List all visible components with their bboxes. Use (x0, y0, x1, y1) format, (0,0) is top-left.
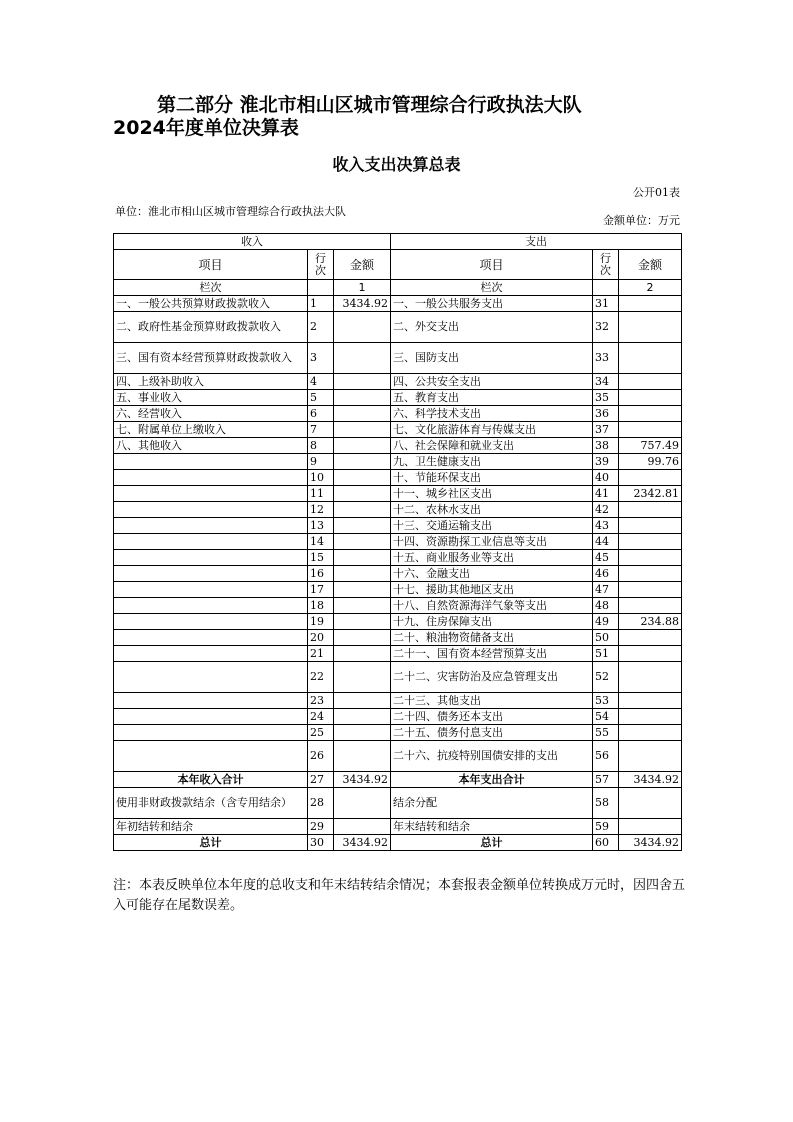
table-row (114, 819, 682, 835)
income-item-cell (114, 741, 308, 772)
expense-amount-cell: 234.88 (619, 614, 682, 630)
expense-item-header: 项目 (391, 250, 593, 280)
expense-amount-header: 金额 (619, 250, 682, 280)
income-line-cell: 8 (308, 438, 334, 454)
income-line-cell: 14 (308, 534, 334, 550)
expense-item-cell: 九、卫生健康支出 (391, 454, 593, 470)
income-line-cell: 1 (308, 296, 334, 312)
income-line-cell: 4 (308, 374, 334, 390)
expense-amount-cell: 2342.81 (619, 486, 682, 502)
expense-amount-cell (619, 693, 682, 709)
income-amount-cell (334, 374, 391, 390)
income-amount-cell (334, 312, 391, 343)
table-row (114, 630, 682, 646)
expense-item-cell: 十、节能环保支出 (391, 470, 593, 486)
income-line-cell: 12 (308, 502, 334, 518)
table-row (114, 296, 682, 312)
income-line-cell: 20 (308, 630, 334, 646)
expense-item-cell: 二、外交支出 (391, 312, 593, 343)
table-row (114, 598, 682, 614)
header-row-sections (114, 234, 682, 250)
document-title (113, 94, 733, 140)
expense-amount-cell (619, 788, 682, 819)
table-row (114, 312, 682, 343)
expense-item-cell: 二十五、债务付息支出 (391, 725, 593, 741)
expense-amount-cell (619, 582, 682, 598)
income-item-cell: 八、其他收入 (114, 438, 308, 454)
income-amount-cell (334, 343, 391, 374)
expense-amount-cell (619, 662, 682, 693)
expense-item-cell: 七、文化旅游体育与传媒支出 (391, 422, 593, 438)
table-row (114, 693, 682, 709)
income-line-cell: 25 (308, 725, 334, 741)
expense-line-cell: 50 (593, 630, 619, 646)
income-item-header: 项目 (114, 250, 308, 280)
expense-item-cell: 年末结转和结余 (391, 819, 593, 835)
income-amount-cell (334, 662, 391, 693)
income-item-cell (114, 486, 308, 502)
expense-item-cell: 十二、农林水支出 (391, 502, 593, 518)
expense-line-cell: 58 (593, 788, 619, 819)
expense-year-total-amount: 3434.92 (619, 772, 682, 788)
income-line-header: 行次 (308, 250, 334, 280)
expense-amount-cell (619, 819, 682, 835)
income-item-cell (114, 630, 308, 646)
expense-amount-cell (619, 550, 682, 566)
income-column-no: 1 (334, 280, 391, 296)
expense-grand-total-label: 总计 (391, 835, 593, 851)
income-column-no-label: 栏次 (114, 280, 308, 296)
income-item-cell: 一、一般公共预算财政拨款收入 (114, 296, 308, 312)
expense-line-cell: 48 (593, 598, 619, 614)
expense-line-cell: 53 (593, 693, 619, 709)
year-total-row (114, 772, 682, 788)
expense-line-header: 行次 (593, 250, 619, 280)
table-row (114, 422, 682, 438)
expense-grand-total-amount: 3434.92 (619, 835, 682, 851)
expense-line-cell: 46 (593, 566, 619, 582)
income-line-cell: 17 (308, 582, 334, 598)
income-line-cell: 13 (308, 518, 334, 534)
expense-amount-cell (619, 374, 682, 390)
expense-amount-cell (619, 390, 682, 406)
grand-total-row (114, 835, 682, 851)
income-year-total-label: 本年收入合计 (114, 772, 308, 788)
income-year-total-amount: 3434.92 (334, 772, 391, 788)
income-amount-cell (334, 390, 391, 406)
income-line-cell: 28 (308, 788, 334, 819)
expense-line-cell: 51 (593, 646, 619, 662)
income-line-cell: 15 (308, 550, 334, 566)
title-line-2: 2024年度单位决算表 (113, 117, 299, 139)
income-item-cell (114, 646, 308, 662)
income-amount-cell (334, 598, 391, 614)
income-item-cell: 使用非财政拨款结余（含专用结余） (114, 788, 308, 819)
income-line-cell: 10 (308, 470, 334, 486)
expense-item-cell: 四、公共安全支出 (391, 374, 593, 390)
income-line-cell: 9 (308, 454, 334, 470)
expense-item-cell: 二十一、国有资本经营预算支出 (391, 646, 593, 662)
income-line-cell: 23 (308, 693, 334, 709)
expense-amount-cell (619, 741, 682, 772)
table-balance (114, 788, 682, 835)
income-amount-cell (334, 438, 391, 454)
income-line-cell: 24 (308, 709, 334, 725)
amount-unit: 金额单位：万元 (603, 214, 680, 227)
expense-line-cell: 49 (593, 614, 619, 630)
income-amount-cell (334, 470, 391, 486)
income-item-cell (114, 566, 308, 582)
income-line-cell: 26 (308, 741, 334, 772)
expense-line-cell: 40 (593, 470, 619, 486)
income-amount-cell (334, 406, 391, 422)
income-grand-total-amount: 3434.92 (334, 835, 391, 851)
expense-amount-cell (619, 566, 682, 582)
expense-amount-cell: 757.49 (619, 438, 682, 454)
income-line-cell: 3 (308, 343, 334, 374)
income-amount-cell (334, 630, 391, 646)
table-row (114, 454, 682, 470)
table-row (114, 646, 682, 662)
income-item-cell (114, 550, 308, 566)
income-item-cell (114, 725, 308, 741)
expense-year-total-label: 本年支出合计 (391, 772, 593, 788)
expense-item-cell: 一、一般公共服务支出 (391, 296, 593, 312)
footnote: 注：本表反映单位本年度的总收支和年末结转结余情况；本套报表金额单位转换成万元时，因四舍五入可能存在尾数误差。 (113, 878, 686, 913)
income-item-cell (114, 582, 308, 598)
income-line-cell: 16 (308, 566, 334, 582)
expense-item-cell: 二十四、债务还本支出 (391, 709, 593, 725)
table-row (114, 343, 682, 374)
table-row (114, 374, 682, 390)
income-item-cell (114, 470, 308, 486)
expense-amount-cell (619, 518, 682, 534)
expense-amount-cell (619, 422, 682, 438)
income-item-cell: 六、经营收入 (114, 406, 308, 422)
expense-line-cell: 43 (593, 518, 619, 534)
table-row (114, 741, 682, 772)
income-item-cell: 四、上级补助收入 (114, 374, 308, 390)
income-item-cell (114, 518, 308, 534)
expense-line-cell: 33 (593, 343, 619, 374)
expense-amount-cell (619, 406, 682, 422)
income-amount-cell (334, 788, 391, 819)
income-line-cell: 7 (308, 422, 334, 438)
income-item-cell (114, 454, 308, 470)
income-amount-cell (334, 582, 391, 598)
income-amount-header: 金额 (334, 250, 391, 280)
expense-item-cell: 十一、城乡社区支出 (391, 486, 593, 502)
expense-line-cell: 32 (593, 312, 619, 343)
expense-line-cell: 37 (593, 422, 619, 438)
expense-amount-cell (619, 502, 682, 518)
table-row (114, 582, 682, 598)
income-amount-cell (334, 819, 391, 835)
income-line-cell: 22 (308, 662, 334, 693)
expense-item-cell: 二十六、抗疫特别国债安排的支出 (391, 741, 593, 772)
form-code: 公开01表 (633, 186, 680, 199)
header-row-columns (114, 250, 682, 280)
table-row (114, 438, 682, 454)
income-item-cell (114, 534, 308, 550)
table-row (114, 406, 682, 422)
income-item-cell (114, 693, 308, 709)
income-amount-cell (334, 502, 391, 518)
expense-amount-cell (619, 598, 682, 614)
table-row (114, 486, 682, 502)
expense-amount-cell (619, 630, 682, 646)
expense-line-cell: 47 (593, 582, 619, 598)
expense-amount-cell (619, 709, 682, 725)
income-item-cell: 七、附属单位上缴收入 (114, 422, 308, 438)
income-line-cell: 6 (308, 406, 334, 422)
income-amount-cell (334, 646, 391, 662)
expense-column-no-blank (593, 280, 619, 296)
expense-line-cell: 41 (593, 486, 619, 502)
table-row (114, 566, 682, 582)
expense-line-cell: 55 (593, 725, 619, 741)
income-item-cell (114, 614, 308, 630)
expense-item-cell: 三、国防支出 (391, 343, 593, 374)
income-amount-cell (334, 614, 391, 630)
income-amount-cell (334, 725, 391, 741)
income-grand-total-line: 30 (308, 835, 334, 851)
income-item-cell: 五、事业收入 (114, 390, 308, 406)
expense-line-cell: 34 (593, 374, 619, 390)
income-amount-cell (334, 422, 391, 438)
expense-line-cell: 45 (593, 550, 619, 566)
income-line-cell: 19 (308, 614, 334, 630)
income-amount-cell (334, 486, 391, 502)
header-row-column-numbers (114, 280, 682, 296)
table-row (114, 614, 682, 630)
income-item-cell (114, 502, 308, 518)
income-column-no-blank (308, 280, 334, 296)
income-amount-cell (334, 518, 391, 534)
income-item-cell (114, 598, 308, 614)
expense-item-cell: 十三、交通运输支出 (391, 518, 593, 534)
income-amount-cell (334, 550, 391, 566)
table-row (114, 470, 682, 486)
expense-amount-cell (619, 470, 682, 486)
expense-amount-cell (619, 296, 682, 312)
income-amount-cell (334, 454, 391, 470)
expense-item-cell: 八、社会保障和就业支出 (391, 438, 593, 454)
expense-amount-cell (619, 312, 682, 343)
expense-item-cell: 二十三、其他支出 (391, 693, 593, 709)
income-expense-table (113, 233, 682, 851)
income-line-cell: 2 (308, 312, 334, 343)
table-body (114, 296, 682, 772)
income-line-cell: 21 (308, 646, 334, 662)
expense-line-cell: 54 (593, 709, 619, 725)
expense-amount-cell (619, 646, 682, 662)
expense-line-cell: 59 (593, 819, 619, 835)
income-item-cell: 二、政府性基金预算财政拨款收入 (114, 312, 308, 343)
income-item-cell (114, 709, 308, 725)
income-amount-cell: 3434.92 (334, 296, 391, 312)
expense-amount-cell (619, 534, 682, 550)
expense-line-cell: 39 (593, 454, 619, 470)
table-row (114, 550, 682, 566)
expense-line-cell: 42 (593, 502, 619, 518)
income-line-cell: 5 (308, 390, 334, 406)
expense-item-cell: 十五、商业服务业等支出 (391, 550, 593, 566)
expense-item-cell: 六、科学技术支出 (391, 406, 593, 422)
table-row (114, 518, 682, 534)
expense-item-cell: 五、教育支出 (391, 390, 593, 406)
expense-column-no: 2 (619, 280, 682, 296)
expense-item-cell: 二十、粮油物资储备支出 (391, 630, 593, 646)
income-amount-cell (334, 709, 391, 725)
expense-item-cell: 十八、自然资源海洋气象等支出 (391, 598, 593, 614)
table-totals (114, 772, 682, 788)
table-row (114, 534, 682, 550)
expense-grand-total-line: 60 (593, 835, 619, 851)
income-item-cell: 年初结转和结余 (114, 819, 308, 835)
table-row (114, 725, 682, 741)
table-row (114, 788, 682, 819)
expense-line-cell: 36 (593, 406, 619, 422)
expense-amount-cell: 99.76 (619, 454, 682, 470)
expense-line-cell: 52 (593, 662, 619, 693)
income-item-cell (114, 662, 308, 693)
expense-year-total-line: 57 (593, 772, 619, 788)
expense-amount-cell (619, 343, 682, 374)
income-line-cell: 11 (308, 486, 334, 502)
expense-line-cell: 56 (593, 741, 619, 772)
income-header: 收入 (114, 234, 391, 250)
income-line-cell: 18 (308, 598, 334, 614)
title-line-1: 第二部分 淮北市相山区城市管理综合行政执法大队 (157, 94, 582, 116)
expense-item-cell: 十六、金融支出 (391, 566, 593, 582)
table-row (114, 709, 682, 725)
expense-item-cell: 十四、资源勘探工业信息等支出 (391, 534, 593, 550)
income-line-cell: 29 (308, 819, 334, 835)
income-year-total-line: 27 (308, 772, 334, 788)
expense-item-cell: 二十二、灾害防治及应急管理支出 (391, 662, 593, 693)
expense-item-cell: 十九、住房保障支出 (391, 614, 593, 630)
expense-line-cell: 31 (593, 296, 619, 312)
income-grand-total-label: 总计 (114, 835, 308, 851)
table-row (114, 502, 682, 518)
expense-header: 支出 (391, 234, 682, 250)
expense-amount-cell (619, 725, 682, 741)
expense-column-no-label: 栏次 (391, 280, 593, 296)
table-grand-total (114, 835, 682, 851)
expense-line-cell: 44 (593, 534, 619, 550)
income-amount-cell (334, 534, 391, 550)
income-amount-cell (334, 693, 391, 709)
income-item-cell: 三、国有资本经营预算财政拨款收入 (114, 343, 308, 374)
expense-line-cell: 35 (593, 390, 619, 406)
table-subtitle: 收入支出决算总表 (332, 155, 461, 174)
expense-item-cell: 结余分配 (391, 788, 593, 819)
table-row (114, 662, 682, 693)
expense-line-cell: 38 (593, 438, 619, 454)
income-amount-cell (334, 566, 391, 582)
expense-item-cell: 十七、援助其他地区支出 (391, 582, 593, 598)
income-amount-cell (334, 741, 391, 772)
unit-label: 单位：淮北市相山区城市管理综合行政执法大队 (115, 205, 346, 218)
table-row (114, 390, 682, 406)
